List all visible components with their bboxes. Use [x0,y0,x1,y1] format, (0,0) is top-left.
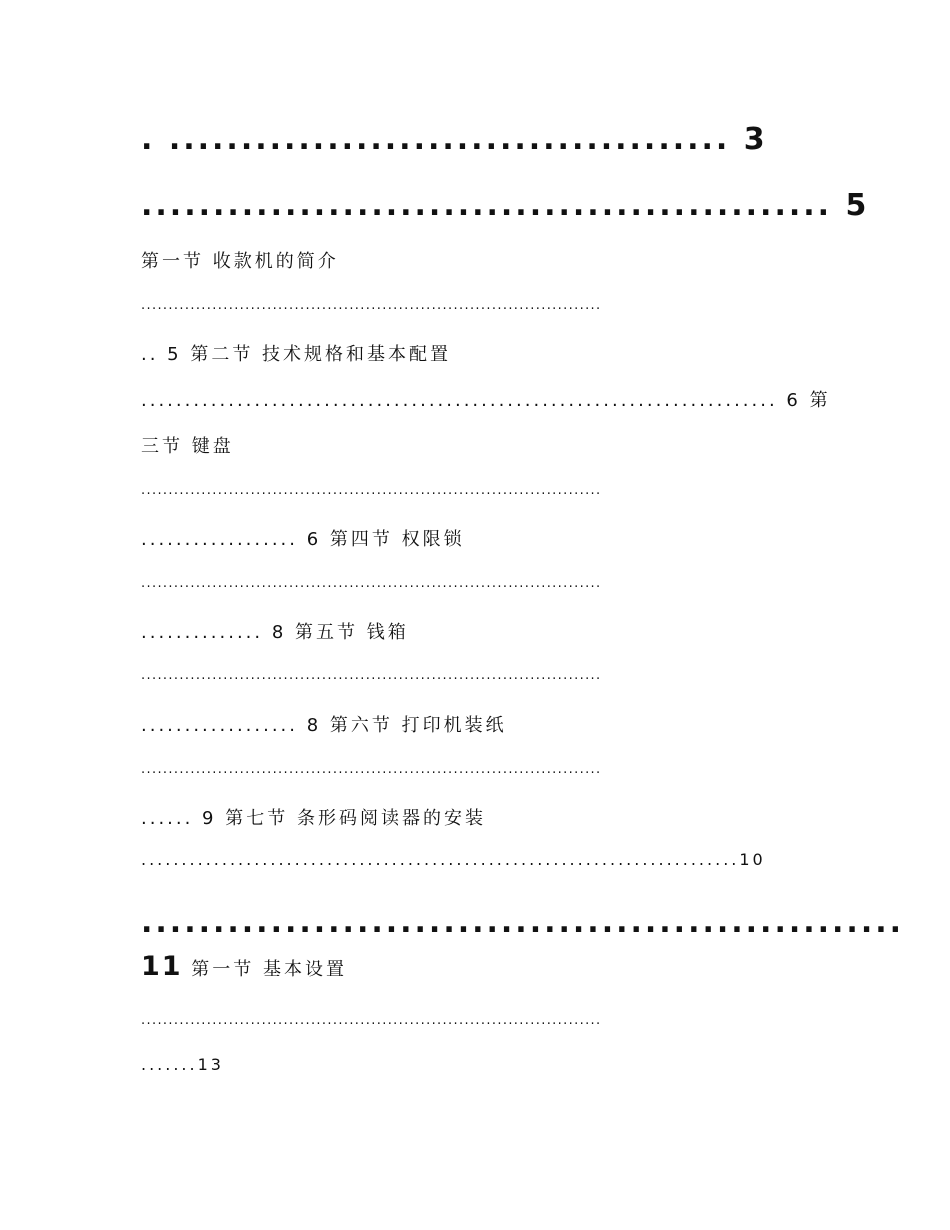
toc-line-12: .................................................................................... [141,668,602,683]
toc-line-10: .................................................................................... [141,576,602,591]
chapter-page-number: 11 [141,951,183,982]
toc-line-7: 三节 键盘 [141,436,234,457]
toc-line-6: ......................................................................... 6 第 [141,390,831,411]
toc-line-19: .................................................................................... [141,1013,602,1028]
section-title: 第一节 基本设置 [182,959,348,980]
toc-line-16: ..........................................................................10 [141,850,766,869]
toc-line-9: .................. 6 第四节 权限锁 [141,529,465,550]
toc-line-17: ..................................................... [141,905,905,940]
toc-line-14: .................................................................................... [141,762,602,777]
toc-line-5: .. 5 第二节 技术规格和基本配置 [141,344,452,365]
toc-line-3: 第一节 收款机的简介 [141,251,339,272]
toc-line-15: ...... 9 第七节 条形码阅读器的安装 [141,808,486,829]
toc-line-11: .............. 8 第五节 钱箱 [141,622,409,643]
toc-line-2: ................................................ 5 [141,188,870,223]
toc-line-8: .................................................................................... [141,483,602,498]
toc-line-13: .................. 8 第六节 打印机装纸 [141,715,507,736]
toc-line-1: . ....................................... 3 [141,122,768,157]
toc-line-4: .................................................................................... [141,298,602,313]
toc-line-18 [141,951,811,982]
toc-line-20: .......13 [141,1055,224,1074]
